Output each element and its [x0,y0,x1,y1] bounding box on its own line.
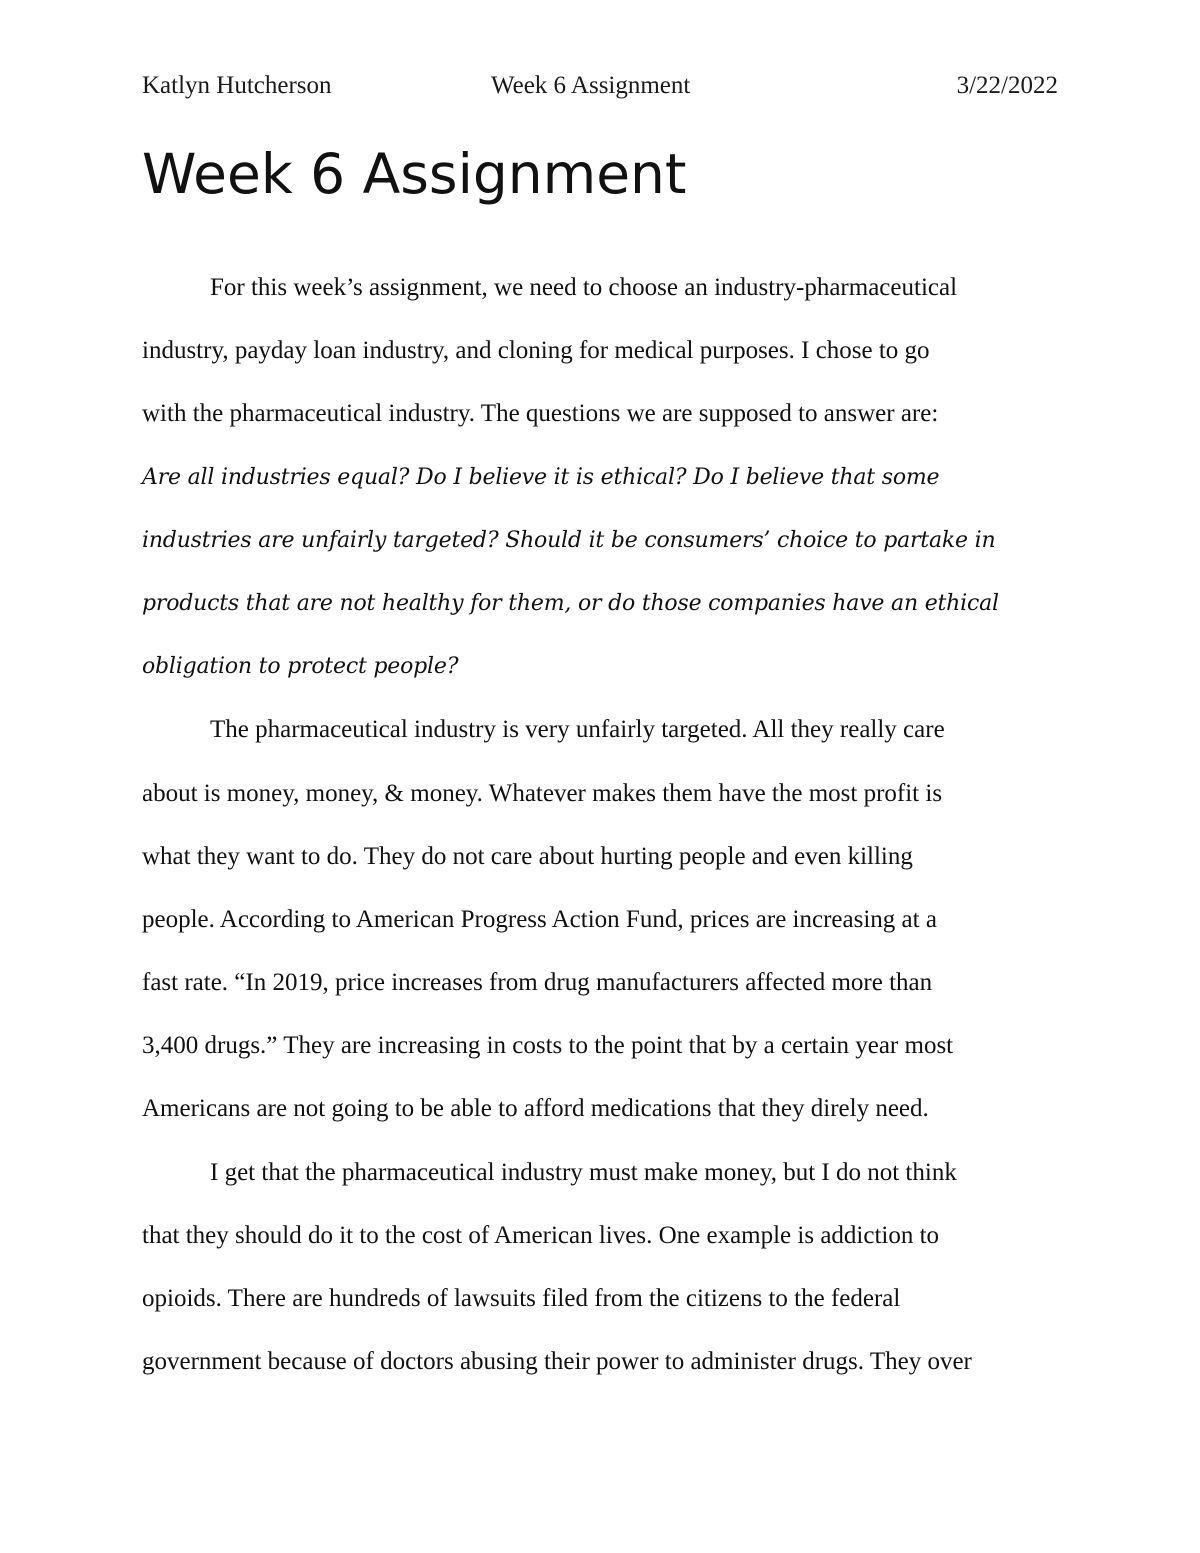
header-title: Week 6 Assignment [491,72,691,99]
paragraph-3-line-3: opioids. There are hundreds of lawsuits filed from the citizens to the federal [142,1285,901,1312]
paragraph-3-line-4: government because of doctors abusing their power to administer drugs. They over [142,1348,972,1376]
paragraph-1-line-1: For this week’s assignment, we need to choose an industry-pharmaceutical [210,274,958,301]
paragraph-2-line-5: fast rate. “In 2019, price increases from drug manufacturers affected more than [142,969,933,997]
paragraph-2-line-7: Americans are not going to be able to afford medications that they direly need. [142,1095,929,1123]
paragraph-3-line-1: I get that the pharmaceutical industry must make money, but I do not think [210,1158,957,1186]
page-header [142,72,1058,106]
paragraph-1-line-2: industry, payday loan industry, and cloning for medical purposes. I chose to go [142,337,930,365]
header-date: 3/22/2022 [956,72,1058,99]
header-author: Katlyn Hutcherson [142,72,332,99]
question-line-2: industries are unfairly targeted? Should it be consumers’ choice to partake in [142,527,996,553]
question-line-3: products that are not healthy for them, or do those companies have an ethical [142,590,999,616]
question-line-1: Are all industries equal? Do I believe it is ethical? Do I believe that some [142,464,940,490]
document-title: Week 6 Assignment [142,142,687,206]
question-line-4: obligation to protect people? [142,654,459,680]
paragraph-2-line-3: what they want to do. They do not care about hurting people and even killing [142,842,913,870]
paragraph-2-line-4: people. According to American Progress Action Fund, prices are increasing at a [142,905,937,933]
paragraph-3-line-2: that they should do it to the cost of American lives. One example is addiction to [142,1221,940,1249]
paragraph-2-line-1: The pharmaceutical industry is very unfairly targeted. All they really care [210,716,945,744]
paragraph-1-line-3: with the pharmaceutical industry. The questions we are supposed to answer are: [142,400,939,428]
paragraph-2-line-6: 3,400 drugs.” They are increasing in costs to the point that by a certain year most [142,1032,954,1060]
document-body [142,256,1058,1393]
paragraph-2-line-2: about is money, money, & money. Whatever makes them have the most profit is [142,779,943,807]
